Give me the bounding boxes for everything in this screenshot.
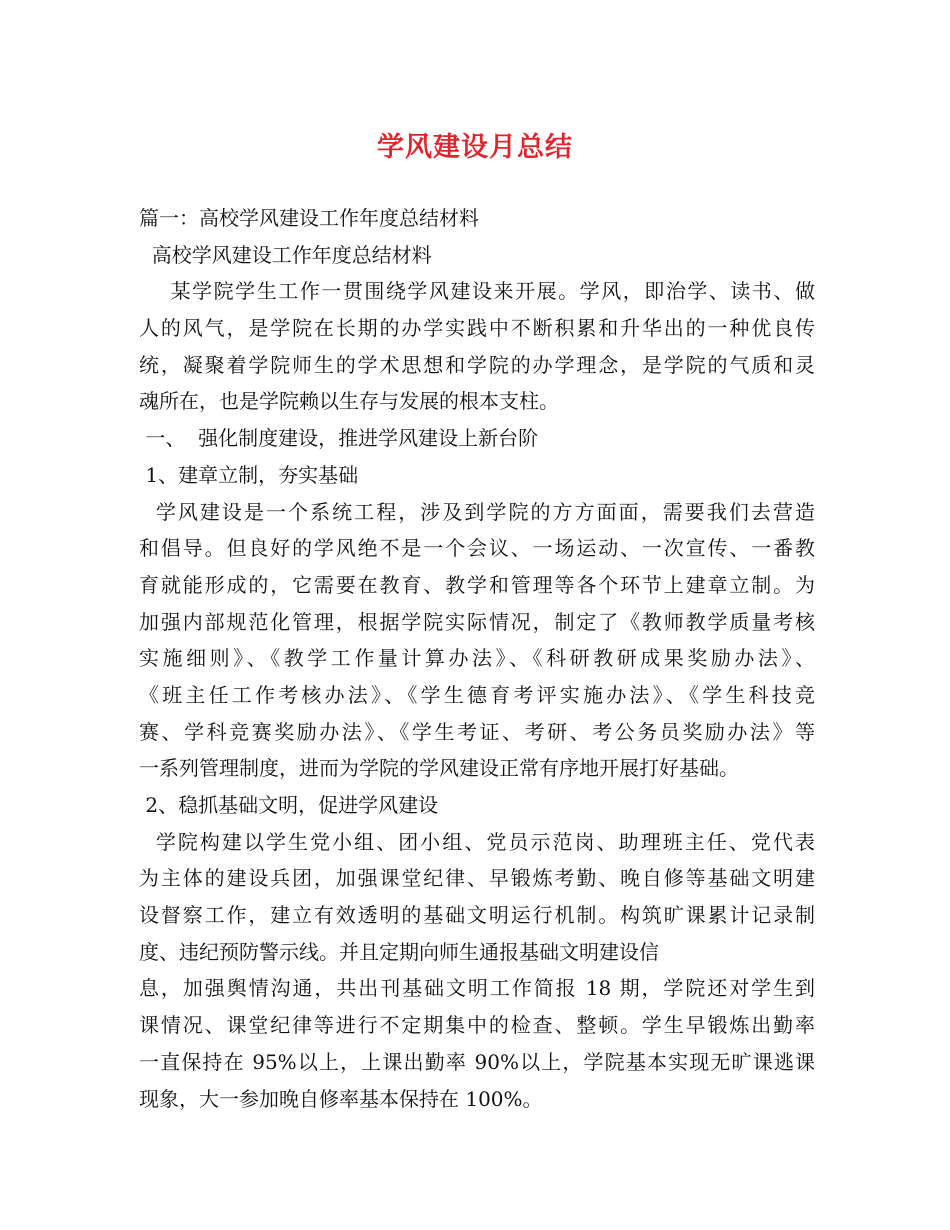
text-line: 高校学风建设工作年度总结材料 bbox=[139, 242, 432, 267]
text-line: 人的风气，是学院在长期的办学实践中不断积累和升华出的一种优良传 bbox=[139, 316, 815, 341]
text-line: 某学院学生工作一贯围绕学风建设来开展。学风，即治学、读书、做 bbox=[139, 279, 815, 304]
text-line: 统，凝聚着学院师生的学术思想和学院的办学理念，是学院的气质和灵 bbox=[139, 352, 815, 377]
text-line: 课情况、课堂纪律等进行不定期集中的检查、整顿。学生早锻炼出勤率 bbox=[139, 1013, 815, 1038]
text-line: 一系列管理制度，进而为学院的学风建设正常有序地开展打好基础。 bbox=[139, 756, 739, 781]
text-line: 为主体的建设兵团，加强课堂纪律、早锻炼考勤、晚自修等基础文明建 bbox=[139, 866, 815, 891]
text-line: 度、违纪预防警示线。并且定期向师生通报基础文明建设信 bbox=[139, 939, 659, 964]
text-line: 2、稳抓基础文明，促进学风建设 bbox=[139, 793, 439, 817]
text-line: 加强内部规范化管理，根据学院实际情况，制定了《教师教学质量考核 bbox=[139, 609, 815, 634]
text-line: 篇一：高校学风建设工作年度总结材料 bbox=[139, 206, 479, 230]
text-line: 学风建设是一个系统工程，涉及到学院的方方面面，需要我们去营造 bbox=[139, 499, 816, 524]
text-line: 一、 强化制度建设，推进学风建设上新台阶 bbox=[139, 426, 539, 451]
text-line: 1、建章立制，夯实基础 bbox=[139, 462, 359, 487]
text-line: 现象，大一参加晚自修率基本保持在 100%。 bbox=[139, 1086, 543, 1111]
text-line: 息，加强舆情沟通，共出刊基础文明工作简报 18 期，学院还对学生到 bbox=[139, 976, 815, 1001]
document-body bbox=[139, 200, 815, 1117]
text-line: 和倡导。但良好的学风绝不是一个会议、一场运动、一次宣传、一番教 bbox=[139, 536, 815, 561]
page-title: 学风建设月总结 bbox=[377, 132, 573, 163]
text-line: 实施细则》、《教学工作量计算办法》、《科研教研成果奖励办法》、 bbox=[139, 646, 815, 671]
text-line: 设督察工作，建立有效透明的基础文明运行机制。构筑旷课累计记录制 bbox=[139, 903, 815, 928]
text-line: 魂所在，也是学院赖以生存与发展的根本支柱。 bbox=[139, 389, 559, 414]
text-line: 《班主任工作考核办法》、《学生德育考评实施办法》、《学生科技竞 bbox=[139, 682, 815, 707]
text-line: 一直保持在 95%以上，上课出勤率 90%以上，学院基本实现无旷课逃课 bbox=[139, 1049, 815, 1074]
text-line: 育就能形成的，它需要在教育、教学和管理等各个环节上建章立制。为 bbox=[139, 572, 815, 597]
text-line: 赛、学科竞赛奖励办法》、《学生考证、考研、考公务员奖励办法》等 bbox=[139, 719, 815, 744]
text-line: 学院构建以学生党小组、团小组、党员示范岗、助理班主任、党代表 bbox=[139, 829, 816, 854]
